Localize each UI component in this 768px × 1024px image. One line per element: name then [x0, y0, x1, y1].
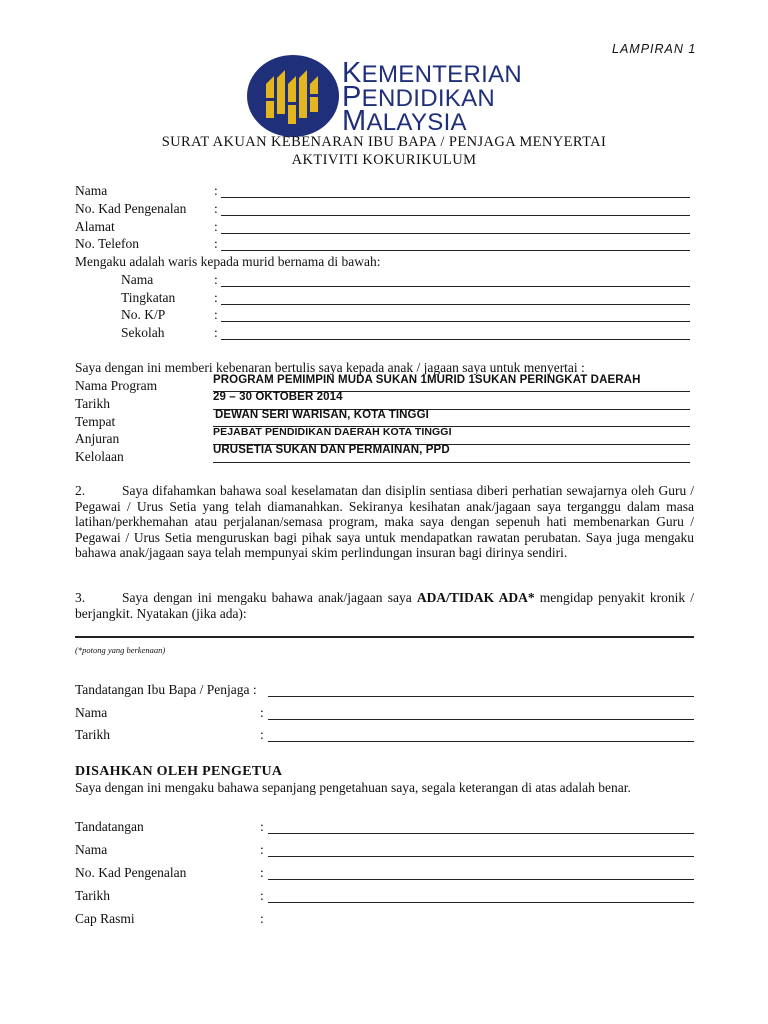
colon: :	[214, 236, 218, 251]
label-tingkatan: Tingkatan	[121, 290, 176, 305]
colon: :	[214, 183, 218, 198]
colon: :	[260, 727, 264, 742]
label-principal-tandatangan: Tandatangan	[75, 819, 144, 834]
input-line-kelolaan[interactable]	[213, 462, 690, 463]
label-principal-tarikh: Tarikh	[75, 888, 111, 903]
guardian-statement: Mengaku adalah waris kepada murid bernama di bawah:	[75, 254, 381, 269]
value-kelolaan: URUSETIA SUKAN DAN PERMAINAN, PPD	[213, 444, 450, 456]
label-nama: Nama	[75, 183, 108, 198]
document-title	[0, 133, 768, 169]
paragraph-3-text-end: mengidap penyakit kronik / berjangkit. Nyatakan (jika ada):	[75, 590, 695, 621]
principal-heading: DISAHKAN OLEH PENGETUA	[75, 764, 283, 779]
label-alamat: Alamat	[75, 219, 115, 234]
label-nama-program: Nama Program	[75, 378, 158, 393]
label-principal-nama: Nama	[75, 842, 108, 857]
input-line-principal-tarikh[interactable]	[268, 902, 694, 903]
label-ic: No. Kad Pengenalan	[75, 201, 187, 216]
colon: :	[214, 325, 218, 340]
colon: :	[260, 911, 264, 926]
lampiran-label: LAMPIRAN 1	[612, 42, 697, 56]
logo-line-2: PENDIDIKAN	[342, 81, 496, 113]
colon: :	[260, 865, 264, 880]
label-anjuran: Anjuran	[75, 431, 120, 446]
value-nama-program: PROGRAM PEMIMPIN MUDA SUKAN 1MURID 1SUKAN PERINGKAT DAERAH	[213, 374, 641, 386]
permission-statement: Saya dengan ini memberi kebenaran bertulis saya kepada anak / jagaan saya untuk menyertai :	[75, 360, 585, 375]
colon: :	[214, 307, 218, 322]
colon: :	[260, 705, 264, 720]
colon: :	[214, 272, 218, 287]
logo-line-1: KEMENTERIAN	[342, 57, 523, 89]
ada-tidak-ada-choice: ADA/TIDAK ADA*	[416, 590, 535, 605]
paragraph-2-number: 2.	[75, 483, 86, 498]
input-line-student-nama[interactable]	[221, 286, 690, 287]
value-anjuran: PEJABAT PENDIDIKAN DAERAH KOTA TINGGI	[213, 426, 452, 438]
label-student-nama: Nama	[121, 272, 154, 287]
input-line-telefon[interactable]	[221, 250, 690, 251]
input-line-parent-tarikh[interactable]	[268, 741, 694, 742]
title-line-2: AKTIVITI KOKURIKULUM	[291, 152, 477, 168]
label-tempat: Tempat	[75, 414, 116, 429]
input-line-nama[interactable]	[221, 197, 690, 198]
paragraph-3-text-start: Saya dengan ini mengaku bahawa anak/jagaan saya	[122, 590, 417, 605]
input-line-principal-tandatangan[interactable]	[268, 833, 694, 834]
paragraph-2	[75, 483, 694, 561]
colon: :	[214, 219, 218, 234]
input-line-principal-ic[interactable]	[268, 879, 694, 880]
colon: :	[214, 290, 218, 305]
label-sekolah: Sekolah	[121, 325, 165, 340]
value-tempat: DEWAN SERI WARISAN, KOTA TINGGI	[215, 409, 429, 421]
logo-line-3: MALAYSIA	[342, 105, 467, 137]
input-line-ic[interactable]	[221, 215, 690, 216]
input-line-tingkatan[interactable]	[221, 304, 690, 305]
paragraph-2-text: Saya difahamkan bahawa soal keselamatan dan disiplin sentiasa diberi perhatian sewajarnya oleh Guru / Pegawai / Urus Setia yang telah diamanahkan. Sekiranya kesihatan anak/jagaan saya terganggu dalam masa latihan/perkhemahan atau perjalanan/semasa program, maka saya dengan sepenuh hati membenarkan Guru / Pegawai / Urus Setia menguruskan bagi pihak saya untuk mendapatkan rawatan perubatan. Saya juga mengaku bahawa anak/jagaan saya telah mempunyai skim perlindungan insuran bagi dirinya sendiri.	[75, 483, 694, 560]
label-cap-rasmi: Cap Rasmi	[75, 911, 135, 926]
kpm-emblem-icon	[246, 54, 340, 138]
colon: :	[214, 201, 218, 216]
input-line-principal-nama[interactable]	[268, 856, 694, 857]
paragraph-3	[75, 590, 694, 621]
input-line-parent-signature[interactable]	[268, 696, 694, 697]
label-parent-signature: Tandatangan Ibu Bapa / Penjaga :	[75, 682, 257, 697]
illness-input-line[interactable]	[75, 636, 694, 638]
input-line-alamat[interactable]	[221, 233, 690, 234]
principal-statement: Saya dengan ini mengaku bahawa sepanjang pengetahuan saya, segala keterangan di atas adalah benar.	[75, 780, 631, 795]
input-line-parent-nama[interactable]	[268, 719, 694, 720]
label-parent-tarikh: Tarikh	[75, 727, 111, 742]
colon: :	[260, 819, 264, 834]
label-kp: No. K/P	[121, 307, 166, 322]
label-kelolaan: Kelolaan	[75, 449, 124, 464]
paragraph-3-number: 3.	[75, 590, 86, 605]
value-tarikh-program: 29 – 30 OKTOBER 2014	[213, 391, 343, 403]
label-principal-ic: No. Kad Pengenalan	[75, 865, 187, 880]
label-telefon: No. Telefon	[75, 236, 140, 251]
input-line-kp[interactable]	[221, 321, 690, 322]
kpm-logo	[246, 54, 536, 138]
footnote: (*potong yang berkenaan)	[75, 645, 166, 655]
title-line-1: SURAT AKUAN KEBENARAN IBU BAPA / PENJAGA MENYERTAI	[161, 134, 607, 150]
label-parent-nama: Nama	[75, 705, 108, 720]
colon: :	[260, 888, 264, 903]
label-tarikh-program: Tarikh	[75, 396, 111, 411]
colon: :	[260, 842, 264, 857]
input-line-sekolah[interactable]	[221, 339, 690, 340]
